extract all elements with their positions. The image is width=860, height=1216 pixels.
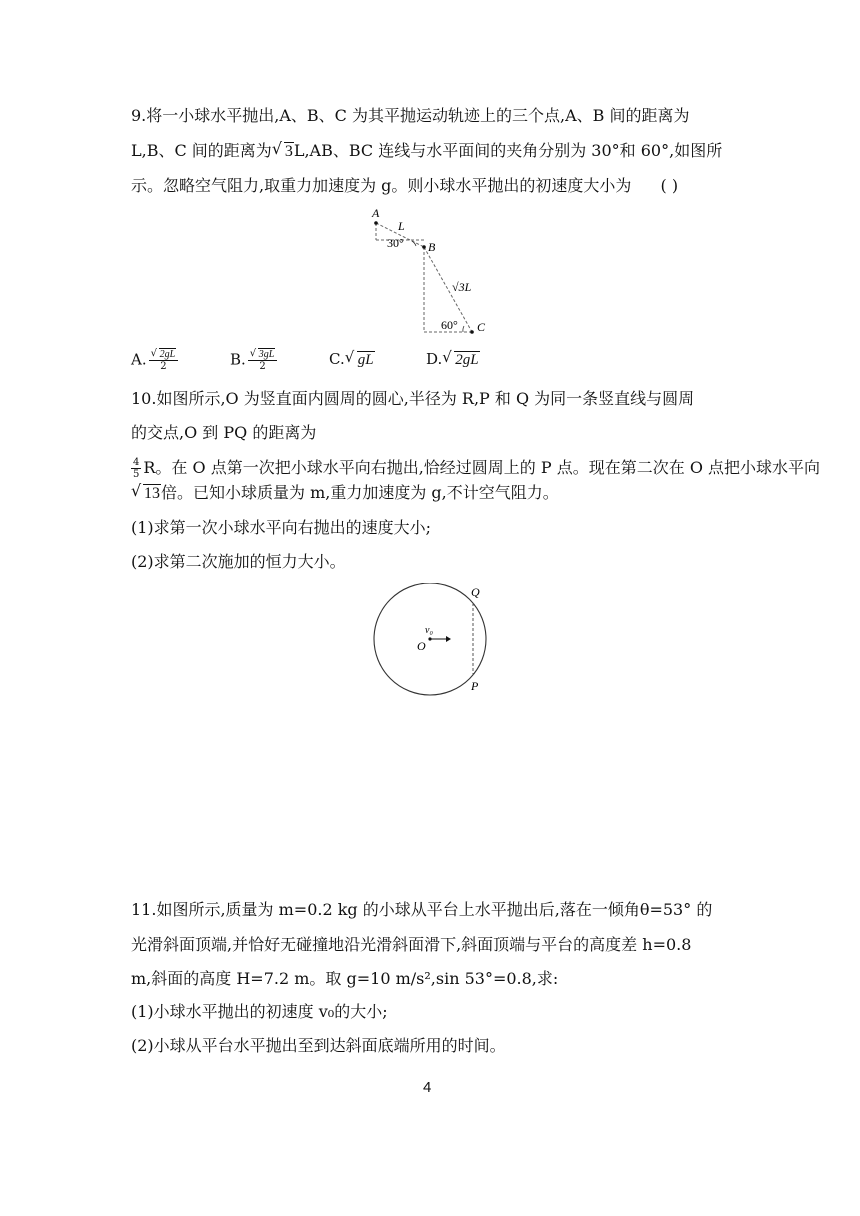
- point-a: [374, 221, 378, 225]
- q10-line-3: $\frac{4}{5}$ R。在 O 点第一次把小球水平向右抛出,恰经过圆周上的 P 点。现在第二次在 O 点把小球水平向: [133, 457, 821, 480]
- label-p: P: [471, 679, 479, 693]
- q10-line-4: √ 13倍。已知小球质量为 m,重力加速度为 g,不计空气阻力。: [131, 481, 559, 502]
- label-a: A: [372, 206, 380, 220]
- fraction-4-5: $\frac{4}{5}$: [133, 457, 140, 480]
- q11-line-1: 11.如图所示,质量为 m=0.2 kg 的小球从平台上水平抛出后,落在一倾角θ=53° 的: [131, 900, 713, 919]
- angle-60-label: 60°: [441, 318, 458, 332]
- label-l: L: [398, 219, 405, 233]
- q9-line-3-text: 示。忽略空气阻力,取重力加速度为 g。则小球水平抛出的初速度大小为: [131, 176, 632, 195]
- label-v0: v₀: [425, 625, 433, 636]
- q9-line-2-text-a: L,B、C 间的距离为: [131, 141, 272, 160]
- q10-line-1: 10.如图所示,O 为竖直面内圆周的圆心,半径为 R,P 和 Q 为同一条竖直线与圆周: [131, 389, 695, 408]
- q11-line-3: m,斜面的高度 H=7.2 m。取 g=10 m/s²,sin 53°=0.8,求:: [131, 969, 559, 988]
- q9-line-2: [131, 141, 722, 162]
- q10-sub-1: (1)求第一次小球水平向右抛出的速度大小;: [131, 518, 432, 537]
- label-c: C: [477, 320, 486, 334]
- q11-line-2: 光滑斜面顶端,并恰好无碰撞地沿光滑斜面滑下,斜面顶端与平台的高度差 h=0.8: [131, 935, 692, 954]
- q10-line-2: 的交点,O 到 PQ 的距离为: [131, 423, 317, 442]
- option-c[interactable]: C. √ gL: [329, 348, 374, 368]
- label-q: Q: [471, 585, 480, 599]
- option-b[interactable]: B. √ 3gL 2: [230, 349, 279, 372]
- option-a[interactable]: A. √ 2gL 2: [131, 349, 180, 372]
- q9-line-3: [131, 176, 678, 196]
- q10-circle-diagram: [368, 583, 498, 701]
- angle-30-label: 30°: [387, 236, 404, 250]
- q9-line-1: 9.将一小球水平抛出,A、B、C 为其平抛运动轨迹上的三个点,A、B 间的距离为: [131, 106, 690, 125]
- point-b: [422, 245, 426, 249]
- q9-diagram: [360, 205, 500, 340]
- sqrt-symbol: √ 3: [271, 139, 293, 160]
- q11-sub-1: (1)小球水平抛出的初速度 v₀的大小;: [131, 1002, 388, 1021]
- page-number: 4: [423, 1079, 432, 1096]
- q11-sub-2: (2)小球从平台水平抛出至到达斜面底端所用的时间。: [131, 1036, 506, 1055]
- q9-line-2-text-b: L,AB、BC 连线与水平面间的夹角分别为 30°和 60°,如图所: [293, 141, 723, 160]
- label-o: O: [417, 639, 426, 653]
- label-sqrt3l: √3L: [452, 280, 472, 294]
- q10-sub-2: (2)求第二次施加的恒力大小。: [131, 552, 346, 571]
- option-d[interactable]: D. √ 2gL: [426, 348, 479, 368]
- answer-blank[interactable]: ( ): [660, 176, 679, 195]
- point-c: [470, 330, 474, 334]
- label-b: B: [428, 240, 436, 254]
- sqrt-symbol: √ 13: [131, 481, 160, 502]
